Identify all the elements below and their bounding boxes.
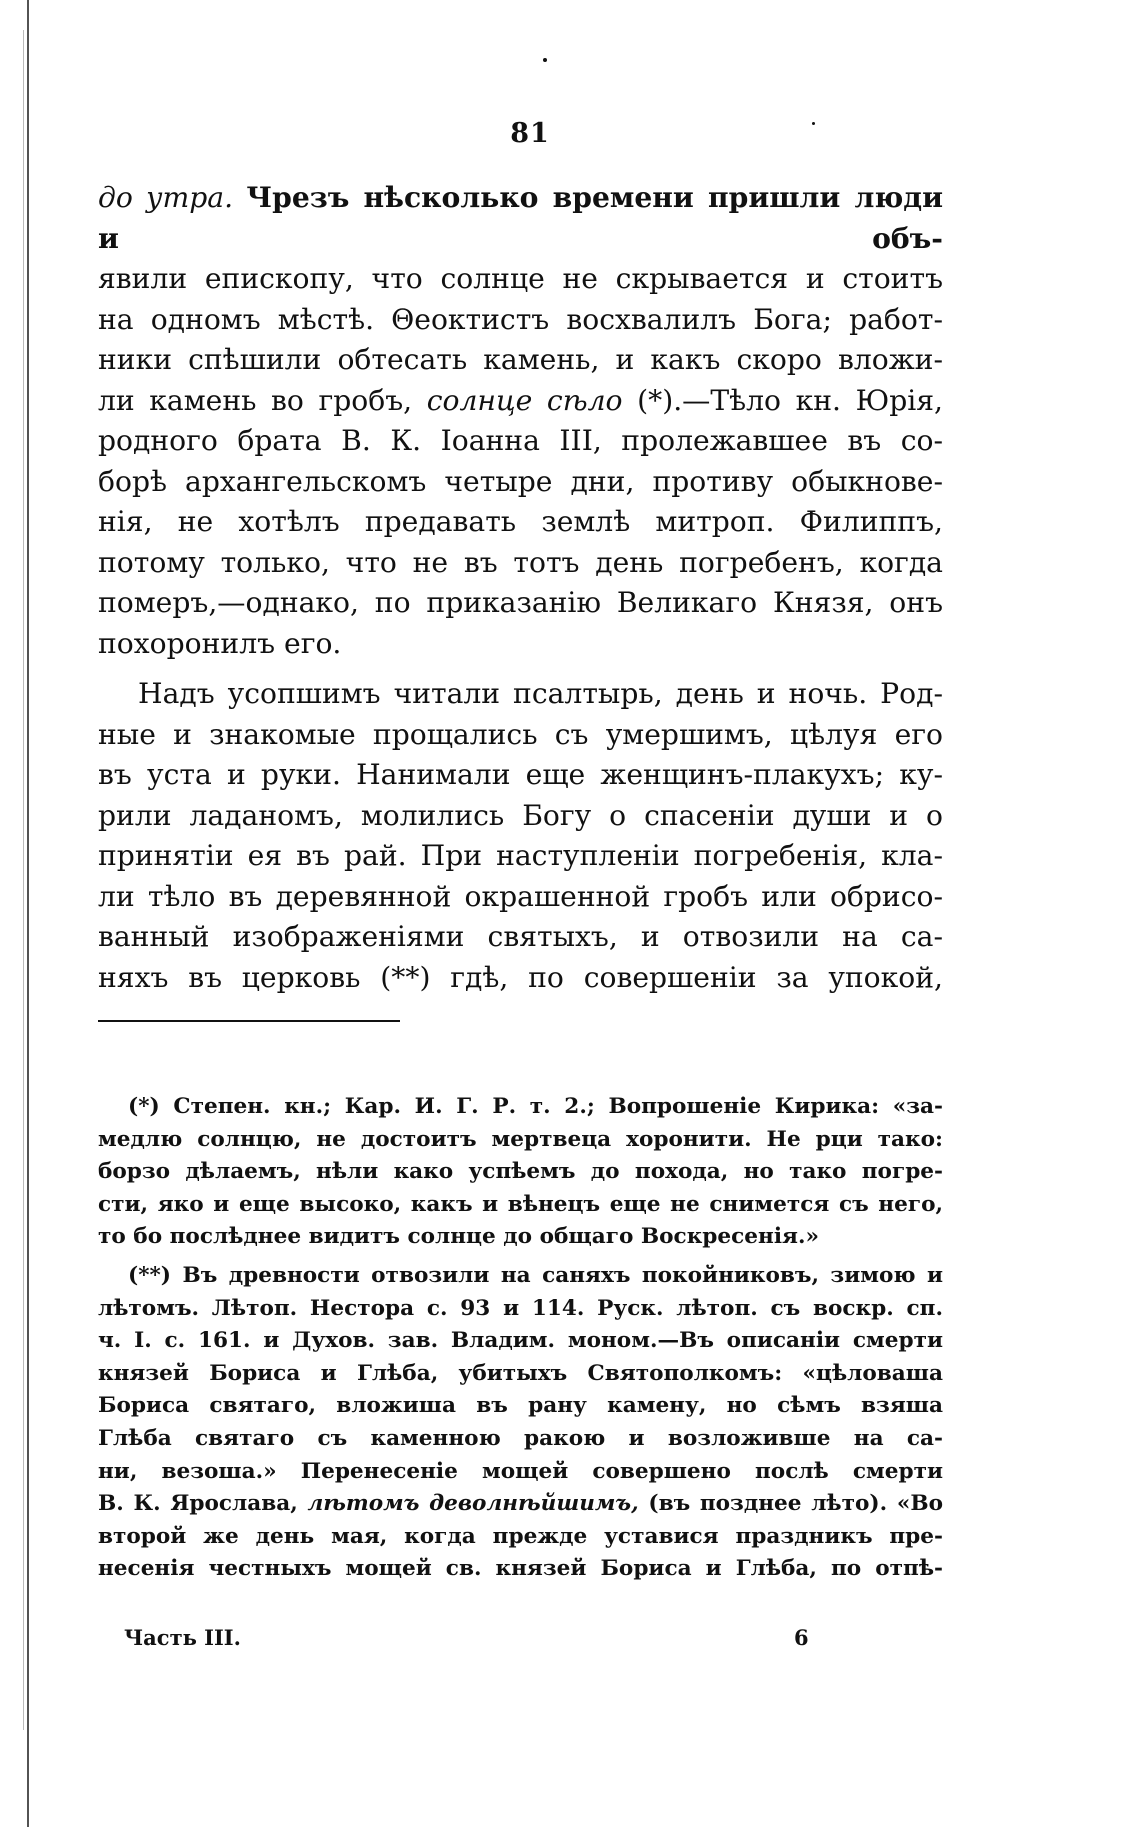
footnote-line: (**) Въ древности отвозили на саняхъ покойниковъ, зимою и xyxy=(128,1262,943,1288)
text-line: похоронилъ его. xyxy=(98,626,342,660)
footnote-line: то бо послѣднее видитъ солнце до общаго Воскресенія.» xyxy=(98,1224,819,1250)
italic-phrase: до утра. xyxy=(98,181,234,214)
ink-speck xyxy=(812,122,815,125)
signature-row xyxy=(124,1625,824,1659)
signature-label: Часть III. xyxy=(124,1625,241,1650)
text-line: на одномъ мѣстѣ. Θеоктистъ восхвалилъ Бога; работ- xyxy=(98,302,943,336)
text-line: ли тѣло въ деревянной окрашенной гробъ или обрисо- xyxy=(98,879,943,913)
text-line: принятіи ея въ рай. При наступленіи погребенія, кла- xyxy=(98,839,943,872)
text-line: Надъ усопшимъ читали псалтырь, день и ночь. Род- xyxy=(138,677,943,710)
text-line: померъ,—однако, по приказанію Великаго Князя, онъ xyxy=(98,586,943,619)
signature-mark: 6 xyxy=(794,1625,809,1650)
text-line: рили ладаномъ, молились Богу о спасеніи души и о xyxy=(98,798,943,832)
bold-phrase: Чрезъ нѣсколько времени пришли люди и объ- xyxy=(98,181,943,255)
text-line xyxy=(98,178,943,259)
footnote-line: сти, яко и еще высоко, какъ и вѣнецъ еще не снимется съ него, xyxy=(98,1191,943,1217)
footnote-line: медлю солнцю, не достоитъ мертвеца хоронити. Не рци тако: xyxy=(98,1126,943,1152)
footnote-line: Глѣба святаго съ каменною ракою и возложивше на са- xyxy=(98,1425,943,1451)
text-line: ванный изображеніями святыхъ, и отвозили на са- xyxy=(98,920,943,953)
text-line: ли камень во гробъ, солнце сѣло (*).—Тѣло кн. Юрія, xyxy=(98,383,944,417)
page-number: 81 xyxy=(510,118,550,149)
text-line: няхъ въ церковь (**) гдѣ, по совершеніи за упокой, xyxy=(98,960,943,994)
text-line: ные и знакомые прощались съ умершимъ, цѣлуя его xyxy=(98,717,943,751)
paragraph-gap xyxy=(98,664,943,674)
text-line: ники спѣшили обтесать камень, и какъ скоро вложи- xyxy=(98,343,943,376)
footnote-line: второй же день мая, когда прежде уставися праздникъ пре- xyxy=(98,1523,943,1549)
ink-speck xyxy=(543,58,547,62)
footnotes xyxy=(98,1091,943,1586)
binding-edge xyxy=(27,0,29,1827)
text-line: въ уста и руки. Нанимали еще женщинъ-плакухъ; ку- xyxy=(98,758,943,791)
footnote-divider xyxy=(98,1020,400,1022)
footnote-line: несенія честныхъ мощей св. князей Бориса и Глѣба, по отпѣ- xyxy=(98,1556,943,1582)
text-line: нія, не хотѣлъ предавать землѣ митроп. Филиппъ, xyxy=(98,505,943,538)
footnote-line: князей Бориса и Глѣба, убитыхъ Святополкомъ: «цѣловаша xyxy=(98,1360,943,1386)
text-line: явили епископу, что солнце не скрывается и стоитъ xyxy=(98,262,943,295)
text-line: потому только, что не въ тотъ день погребенъ, когда xyxy=(98,545,943,579)
footnote-line: Бориса святаго, вложиша въ рану камену, но сѣмъ взяша xyxy=(98,1393,943,1419)
main-text xyxy=(98,178,943,998)
footnote-line: (*) Степен. кн.; Кар. И. Г. Р. т. 2.; Вопрошеніе Кирика: «за- xyxy=(128,1094,943,1119)
text-line: родного брата В. К. Іоанна III, пролежавшее въ со- xyxy=(98,424,943,457)
footnote-line: ч. I. с. 161. и Духов. зав. Владим. моном.—Въ описаніи смерти xyxy=(98,1328,943,1354)
italic-phrase: лѣтомъ деволнѣйшимъ, xyxy=(307,1491,639,1517)
binding-edge-shadow xyxy=(23,30,24,1730)
footnote-line: лѣтомъ. Лѣтоп. Нестора с. 93 и 114. Руск. лѣтоп. съ воскр. сп. xyxy=(98,1295,943,1321)
footnote-line: В. К. Ярослава, лѣтомъ деволнѣйшимъ, (въ позднее лѣто). «Во xyxy=(98,1491,943,1517)
footnote-line: борзо дѣлаемъ, нѣли како успѣемъ до похода, но тако погре- xyxy=(98,1159,943,1185)
footnote-line: ни, везоша.» Перенесеніе мощей совершено послѣ смерти xyxy=(98,1458,943,1484)
italic-phrase: солнце сѣло xyxy=(426,383,623,417)
text-line: борѣ архангельскомъ четыре дни, противу обыкнове- xyxy=(98,464,943,498)
